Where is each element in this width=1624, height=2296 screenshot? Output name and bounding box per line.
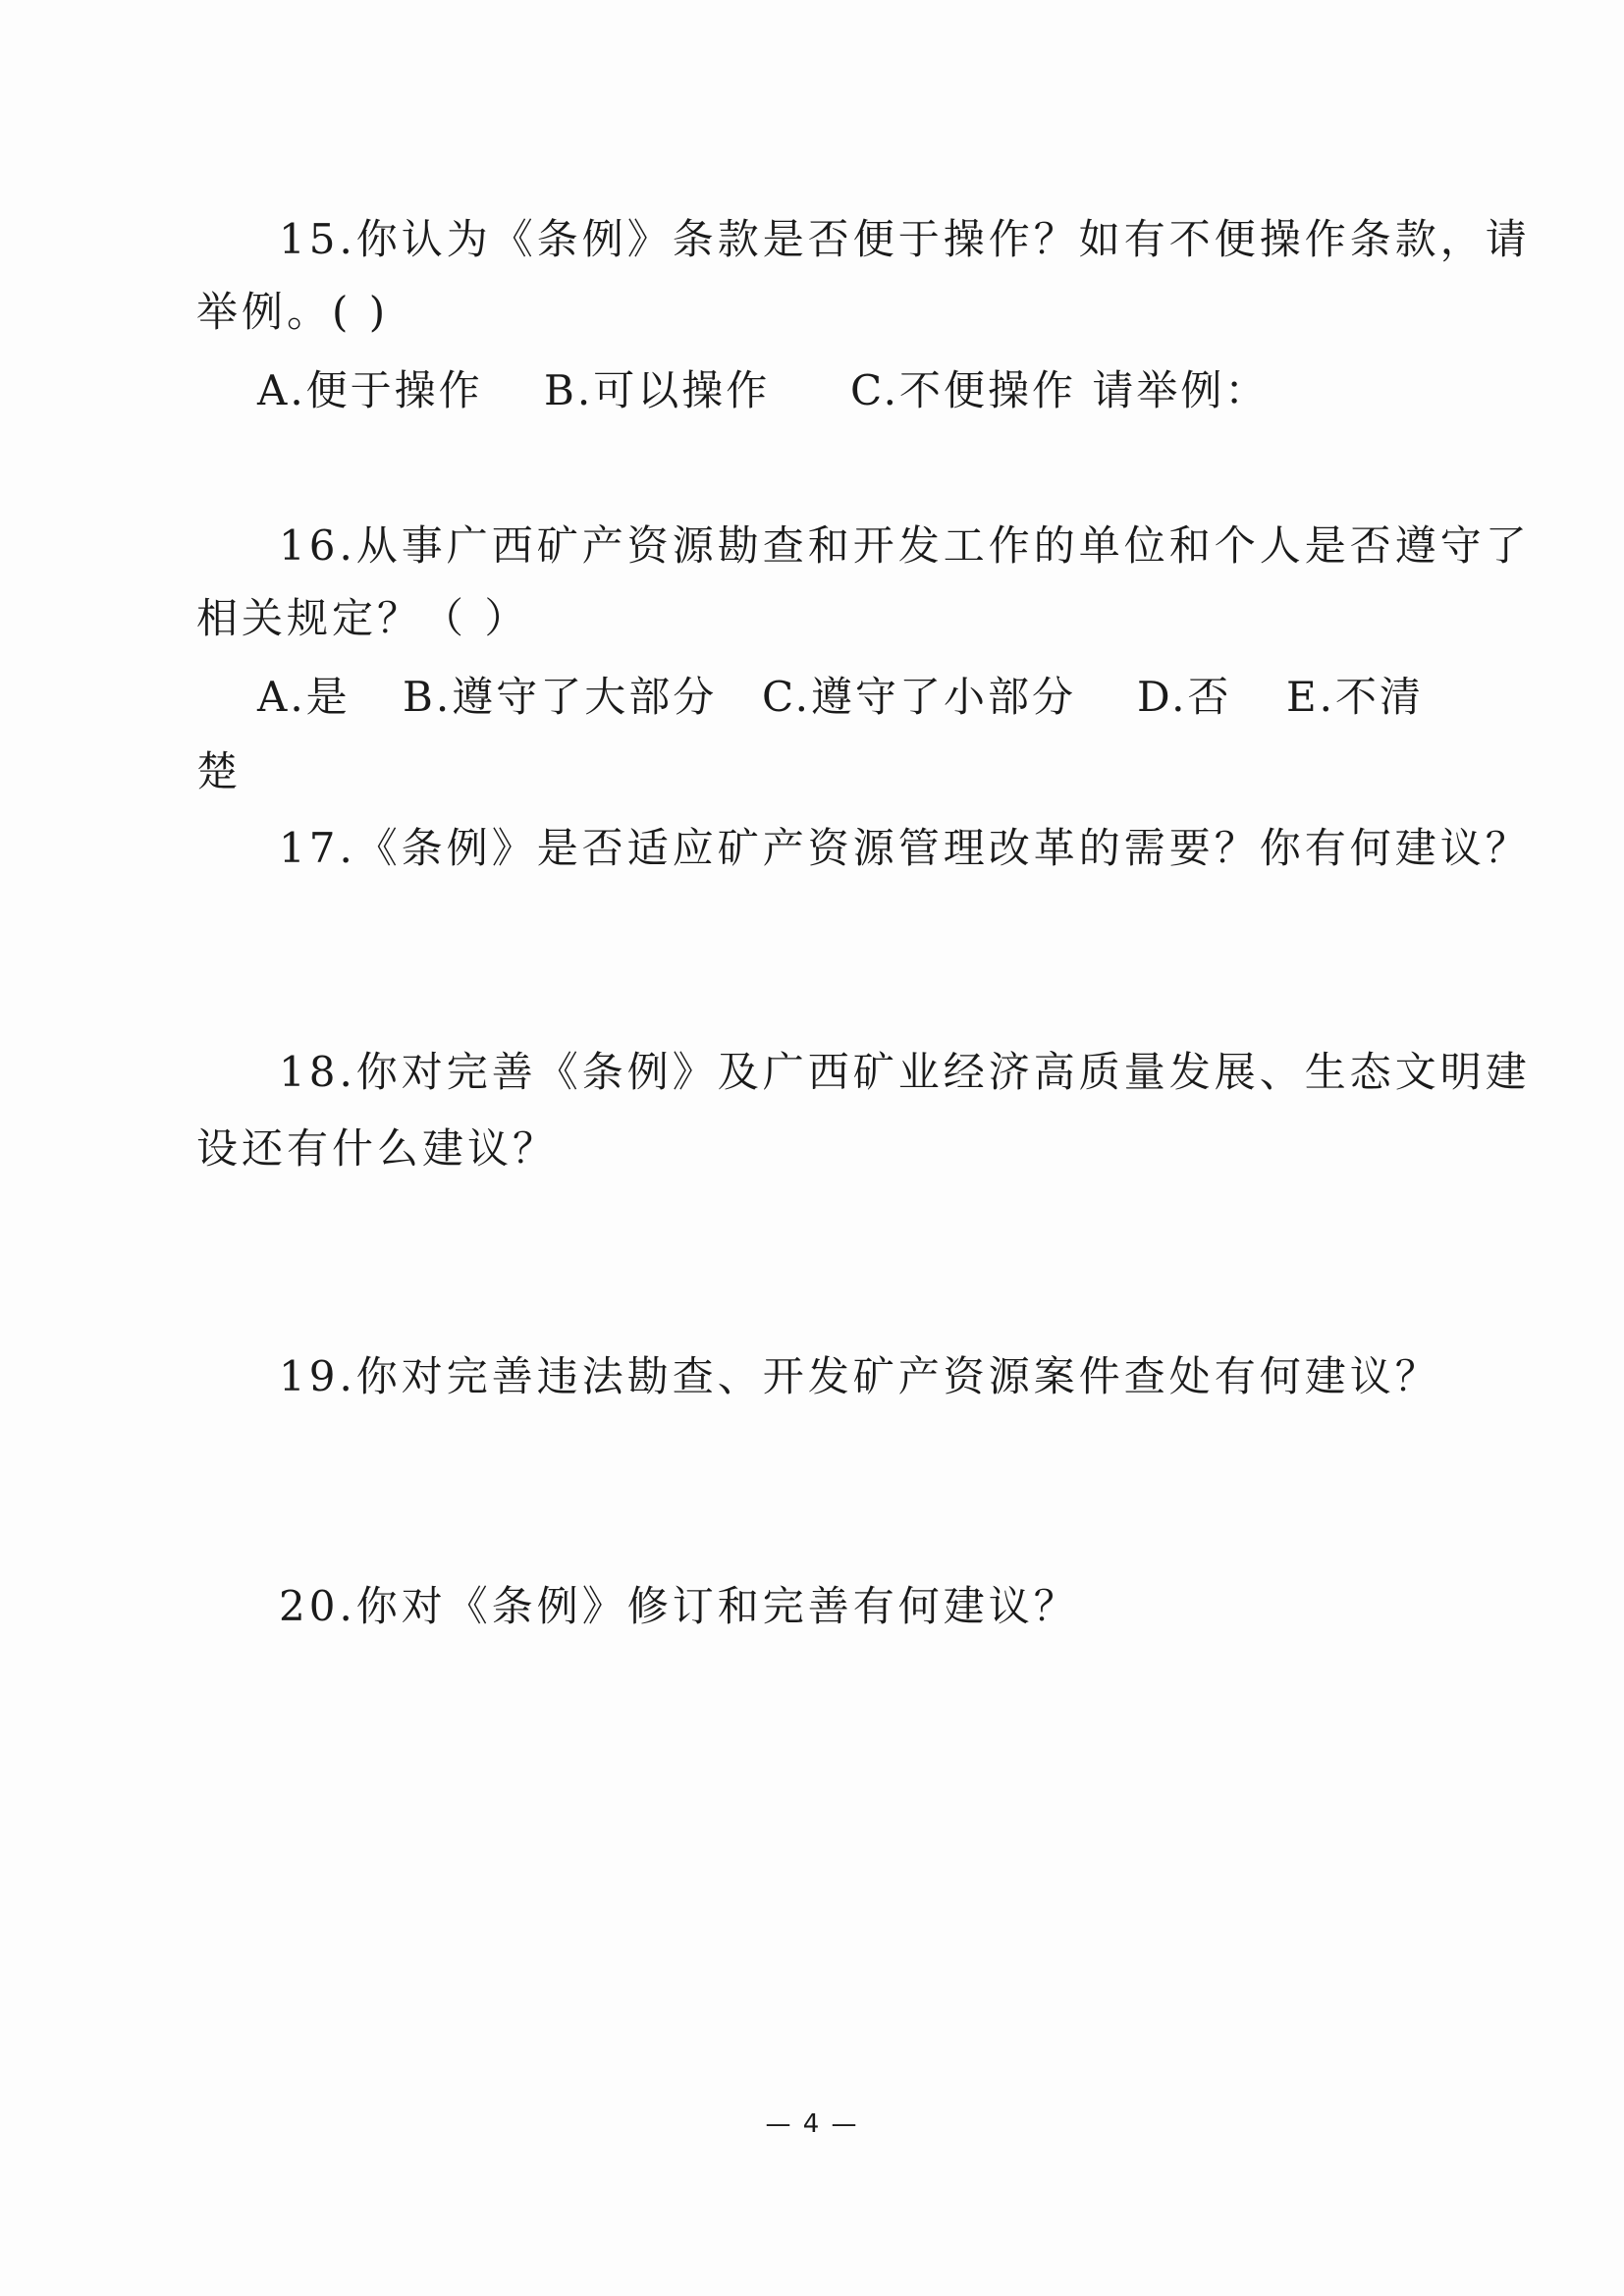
question-15-option-b: B.可以操作 (544, 366, 771, 414)
question-15-line-2: 举例。( ) (196, 288, 390, 336)
question-15-option-c: C.不便操作 请举例： (850, 366, 1270, 414)
question-16-option-c: C.遵守了小部分 (762, 673, 1076, 721)
question-17-line-1: 17.《条例》是否适应矿产资源管理改革的需要？你有何建议？ (279, 824, 1531, 872)
question-16-line-1: 16.从事广西矿产资源勘查和开发工作的单位和个人是否遵守了 (279, 521, 1531, 570)
question-16-option-e-cont: 楚 (196, 747, 242, 795)
question-16-option-a: A.是 (257, 673, 351, 721)
question-18-line-1: 18.你对完善《条例》及广西矿业经济高质量发展、生态文明建 (279, 1048, 1531, 1096)
question-16-line-2: 相关规定？（ ） (196, 594, 530, 642)
question-18-line-2: 设还有什么建议？ (196, 1124, 559, 1173)
question-16-option-e: E.不清 (1286, 673, 1425, 721)
question-15-line-1: 15.你认为《条例》条款是否便于操作？如有不便操作条款，请 (279, 215, 1531, 263)
page-number: — 4 — (765, 2109, 859, 2139)
question-19-line-1: 19.你对完善违法勘查、开发矿产资源案件查处有何建议？ (279, 1352, 1440, 1400)
question-16-option-d: D.否 (1137, 673, 1232, 721)
question-15-option-a: A.便于操作 (257, 366, 483, 414)
question-20-line-1: 20.你对《条例》修订和完善有何建议？ (279, 1582, 1079, 1630)
question-16-option-b: B.遵守了大部分 (403, 673, 718, 721)
